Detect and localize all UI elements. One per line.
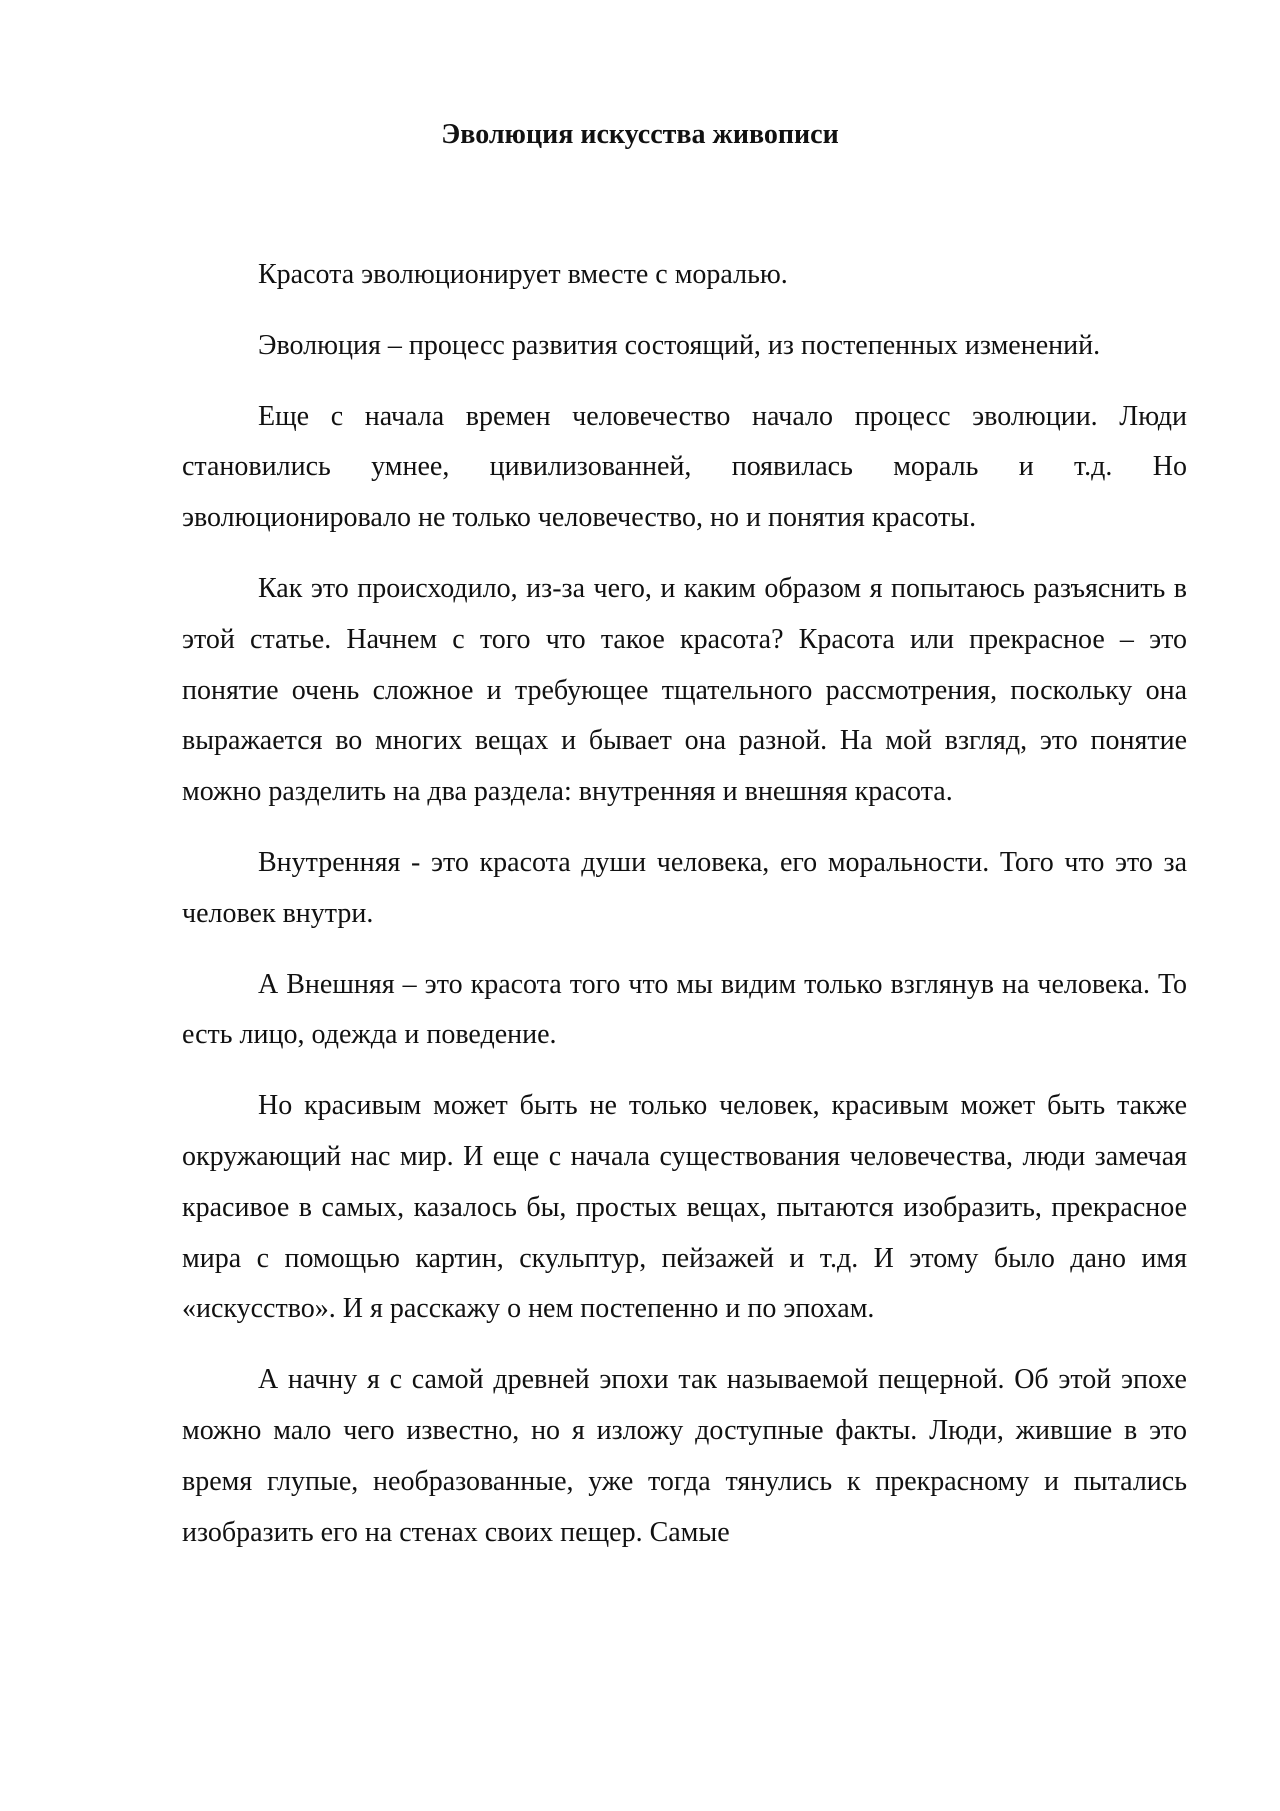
paragraph: Красота эволюционирует вместе с моралью. <box>258 259 788 290</box>
paragraph: Как это происходило, из-за чего, и каким образом я попытаюсь разъяснить в этой статье. Начнем с того что такое красота? Красота или прекрасное – это понятие очень сложное и требующее тщательного рассмотрения, поскольку она выражается во многих вещах и бывает она разной. На мой взгляд, это понятие можно разделить на два раздела: внутренняя и внешняя красота. <box>182 572 1187 808</box>
document-title: Эволюция искусства живописи <box>441 119 839 150</box>
paragraph: Внутренняя - это красота души человека, его моральности. Того что это за человек внутри. <box>182 846 1187 929</box>
document-body <box>182 250 1187 1578</box>
paragraph: Эволюция – процесс развития состоящий, из постепенных изменений. <box>258 329 1101 361</box>
paragraph: А Внешняя – это красота того что мы видим только взглянув на человека. То есть лицо, одежда и поведение. <box>182 968 1187 1051</box>
paragraph: Но красивым может быть не только человек, красивым может быть также окружающий нас мир. И еще с начала существования человечества, люди замечая красивое в самых, казалось бы, простых вещах, пытаются изобразить, прекрасное мира с помощью картин, скульптур, пейзажей и т.д. И этому было дано имя «искусство». И я расскажу о нем постепенно и по эпохам. <box>182 1090 1187 1325</box>
paragraph: Еще с начала времен человечество начало процесс эволюции. Люди становились умнее, цивилизованней, появилась мораль и т.д. Но эволюционировало не только человечество, но и понятия красоты. <box>182 400 1187 534</box>
paragraph: А начну я с самой древней эпохи так называемой пещерной. Об этой эпохе можно мало чего известно, но я изложу доступные факты. Люди, жившие в это время глупые, необразованные, уже тогда тянулись к прекрасному и пытались изобразить его на стенах своих пещер. Самые <box>182 1364 1187 1548</box>
